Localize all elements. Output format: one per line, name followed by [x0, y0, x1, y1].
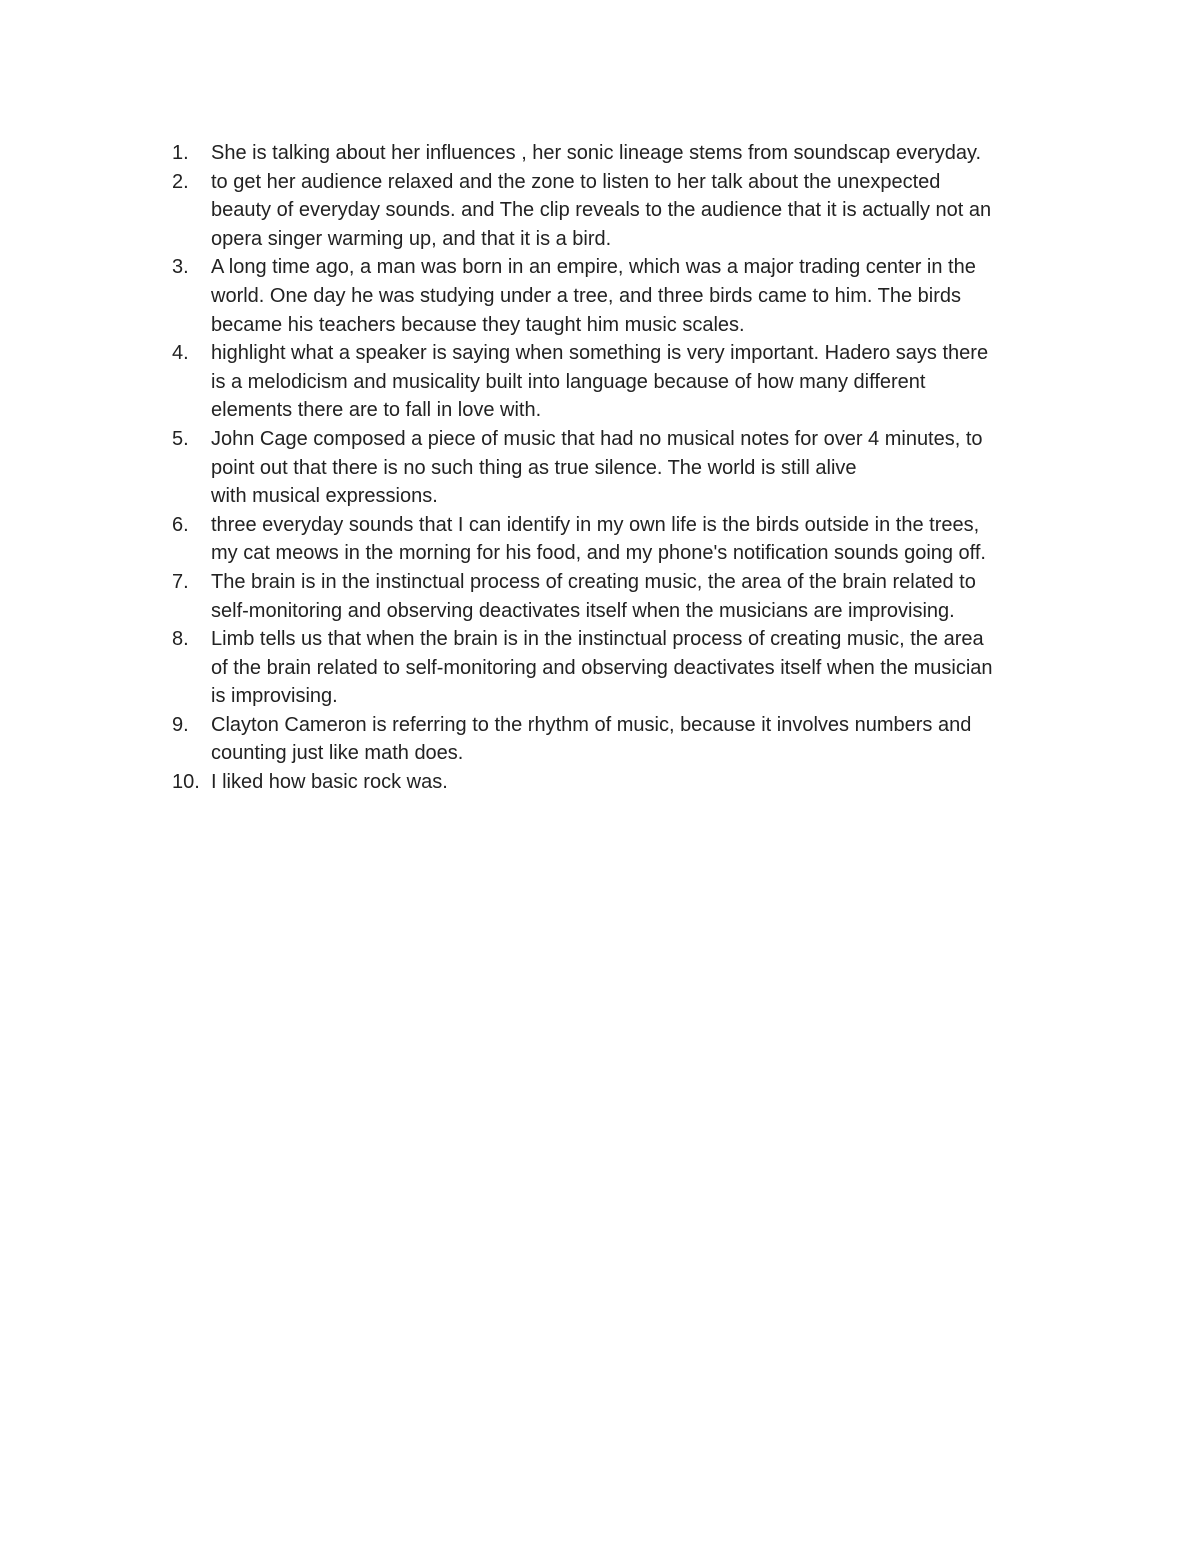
list-item — [172, 168, 1072, 254]
list-item — [172, 339, 1072, 425]
item-text: The brain is in the instinctual process of creating music, the area of the brain related to self-monitoring and observing deactivates itself when the musicians are improvising. — [211, 570, 976, 622]
item-number: 3. — [172, 256, 189, 279]
item-number: 10. — [172, 771, 200, 794]
item-text: A long time ago, a man was born in an empire, which was a major trading center in the world. One day he was studying under a tree, and three birds came to him. The birds became his teachers because they taught him music scales. — [211, 256, 976, 336]
item-number: 2. — [172, 170, 189, 193]
item-text: She is talking about her influences , her sonic lineage stems from soundscap everyday. — [211, 142, 982, 164]
list-item — [172, 625, 1072, 711]
item-text: John Cage composed a piece of music that had no musical notes for over 4 minutes, to point out that there is no such thing as true silence. The world is still alive with musical expressions. — [211, 427, 983, 508]
item-number: 5. — [172, 427, 189, 450]
item-number: 9. — [172, 713, 189, 736]
item-number: 6. — [172, 513, 189, 536]
list-item — [172, 253, 1072, 339]
item-text: I liked how basic rock was. — [211, 771, 448, 794]
item-number: 4. — [172, 342, 189, 365]
item-text: highlight what a speaker is saying when something is very important. Hadero says there is a melodicism and musicality built into language because of how many different elements there are to fall in love with. — [211, 342, 989, 422]
item-text: Clayton Cameron is referring to the rhythm of music, because it involves numbers and counting just like math does. — [211, 713, 972, 765]
item-text: to get her audience relaxed and the zone to listen to her talk about the unexpected beauty of everyday sounds. and The clip reveals to the audience that it is actually not an opera singer warming up, and that it is a bird. — [211, 170, 992, 250]
list-item — [172, 139, 1072, 168]
item-number: 7. — [172, 570, 189, 593]
item-number: 8. — [172, 628, 189, 651]
item-text: three everyday sounds that I can identify in my own life is the birds outside in the trees, my cat meows in the morning for his food, and my phone's notification sounds going off. — [211, 513, 986, 565]
list-item — [172, 768, 1072, 797]
list-item — [172, 711, 1072, 768]
list-item — [172, 425, 1072, 511]
item-text: Limb tells us that when the brain is in the instinctual process of creating music, the area of the brain related to self-monitoring and observing deactivates itself when the musician is improvising. — [211, 628, 993, 708]
item-number: 1. — [172, 142, 189, 164]
answer-list — [172, 139, 1072, 797]
list-item — [172, 568, 1072, 625]
list-item — [172, 511, 1072, 568]
